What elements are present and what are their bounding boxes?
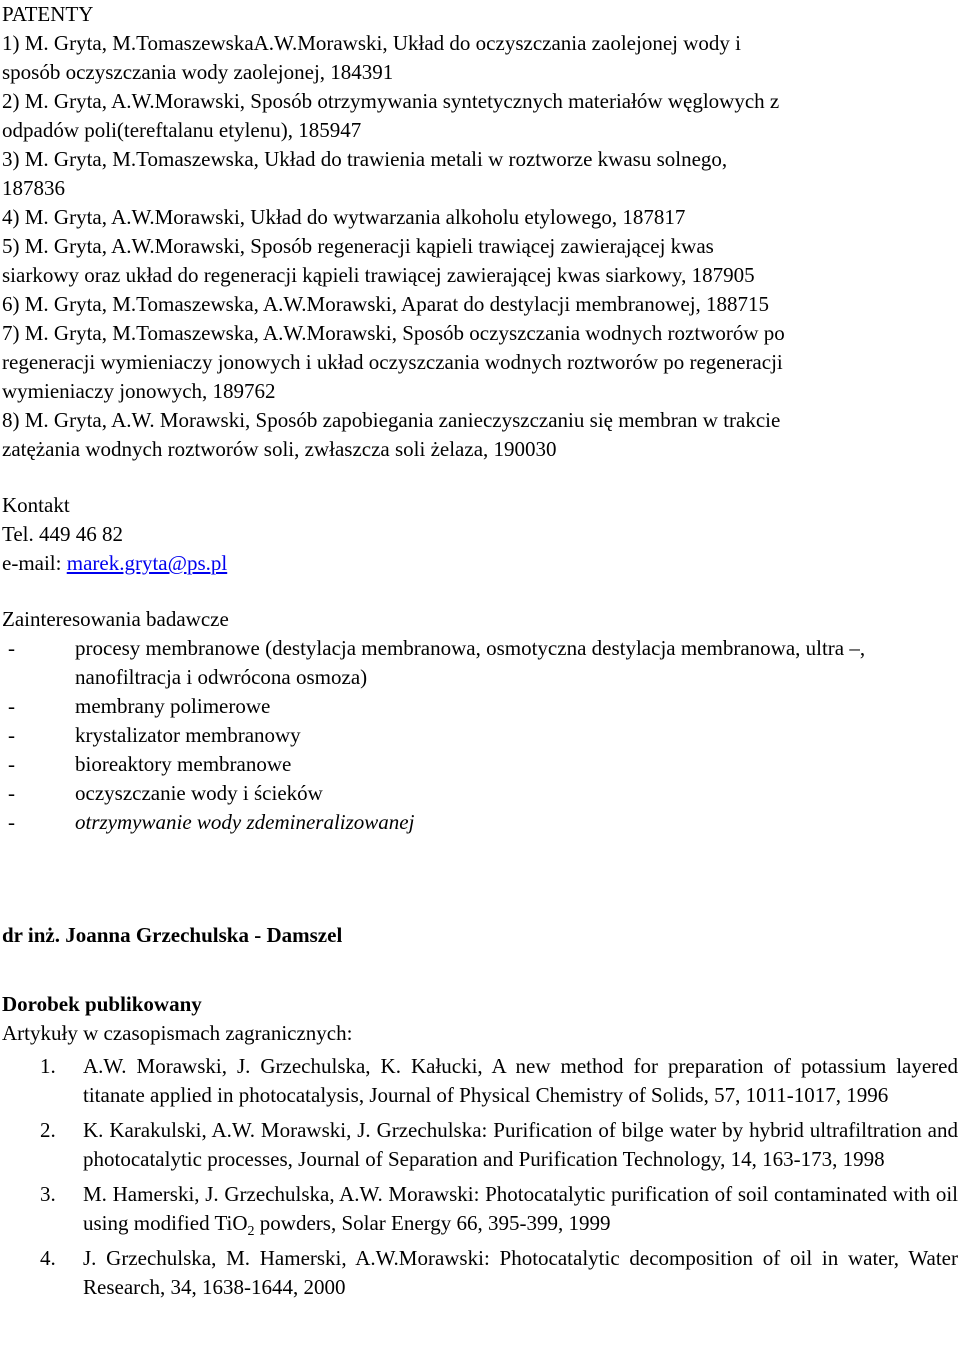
person-name: dr inż. Joanna Grzechulska - Damszel (2, 923, 343, 947)
publication-number: 2. (40, 1118, 56, 1142)
contact-section (2, 491, 960, 578)
publications-section (2, 990, 960, 1302)
publication-item (2, 1116, 960, 1174)
publication-number: 1. (40, 1054, 56, 1078)
interest-item (2, 634, 960, 692)
publication-item (2, 1052, 960, 1110)
patent-line: regeneracji wymieniaczy jonowych i układ oczyszczania wodnych roztworów po regeneracji (2, 350, 783, 374)
patent-line: 5) M. Gryta, A.W.Morawski, Sposób regeneracji kąpieli trawiącej zawierającej kwas (2, 234, 714, 258)
patent-line: wymieniaczy jonowych, 189762 (2, 379, 276, 403)
interest-item (2, 808, 960, 837)
interest-item (2, 692, 960, 721)
interest-text: bioreaktory membranowe (75, 752, 292, 776)
publications-subheading: Artykuły w czasopismach zagranicznych: (2, 1021, 353, 1045)
patent-line: 7) M. Gryta, M.Tomaszewska, A.W.Morawski, Sposób oczyszczania wodnych roztworów po (2, 321, 785, 345)
spacer (2, 950, 960, 990)
patent-line: 187836 (2, 176, 65, 200)
interests-section (2, 605, 960, 837)
publication-text (83, 1180, 960, 1238)
publication-text: A.W. Morawski, J. Grzechulska, K. Kałucki, A new method for preparation of potassium layered titanate applied in photocatalysis, Journal of Physical Chemistry of Solids, 57, 1011-1017, 1996 (83, 1054, 958, 1107)
publication-item (2, 1180, 960, 1238)
publication-text: J. Grzechulska, M. Hamerski, A.W.Morawski: Photocatalytic decomposition of oil in water, Water Research, 34, 1638-1644, 2000 (83, 1246, 958, 1299)
spacer (2, 464, 960, 491)
subscript: 2 (247, 1224, 255, 1240)
publication-number: 3. (40, 1182, 56, 1206)
patent-line: odpadów poli(tereftalanu etylenu), 185947 (2, 118, 362, 142)
patent-line: siarkowy oraz układ do regeneracji kąpieli trawiącej zawierającej kwas siarkowy, 187905 (2, 263, 755, 287)
interest-text: procesy membranowe (destylacja membranowa, osmotyczna destylacja membranowa, ultra –, nanofiltracja i odwrócona osmoza) (75, 636, 866, 689)
interest-text: otrzymywanie wody zdemineralizowanej (75, 810, 415, 834)
patent-line: 6) M. Gryta, M.Tomaszewska, A.W.Morawski, Aparat do destylacji membranowej, 188715 (2, 292, 770, 316)
patent-line: 2) M. Gryta, A.W.Morawski, Sposób otrzymywania syntetycznych materiałów węglowych z (2, 89, 780, 113)
spacer (2, 578, 960, 605)
publication-text-part: M. Hamerski, J. Grzechulska, A.W. Morawski: Photocatalytic purification of soil contaminated with oil using modified TiO (83, 1182, 958, 1235)
patent-line: 8) M. Gryta, A.W. Morawski, Sposób zapobiegania zanieczyszczaniu się membran w trakcie (2, 408, 781, 432)
dash-marker: - (8, 636, 15, 660)
dash-marker: - (8, 781, 15, 805)
contact-heading: Kontakt (2, 493, 70, 517)
contact-email-row (2, 549, 960, 578)
publication-number: 4. (40, 1246, 56, 1270)
patents-section (2, 0, 960, 464)
contact-phone: Tel. 449 46 82 (2, 522, 124, 546)
patents-heading: PATENTY (2, 2, 94, 26)
interest-item (2, 779, 960, 808)
dash-marker: - (8, 810, 15, 834)
patent-line: zatężania wodnych roztworów soli, zwłaszcza soli żelaza, 190030 (2, 437, 557, 461)
interest-text: krystalizator membranowy (75, 723, 301, 747)
interests-heading: Zainteresowania badawcze (2, 607, 229, 631)
patent-line: 3) M. Gryta, M.Tomaszewska, Układ do trawienia metali w roztworze kwasu solnego, (2, 147, 728, 171)
patent-line: 4) M. Gryta, A.W.Morawski, Układ do wytwarzania alkoholu etylowego, 187817 (2, 205, 686, 229)
patent-line: sposób oczyszczania wody zaolejonej, 184391 (2, 60, 394, 84)
publications-heading: Dorobek publikowany (2, 992, 202, 1016)
spacer (2, 837, 960, 921)
publication-text: K. Karakulski, A.W. Morawski, J. Grzechulska: Purification of bilge water by hybrid ultrafiltration and photocatalytic processes, Journal of Separation and Purification Technology, 14, 163-173, 1998 (83, 1118, 958, 1171)
publication-text-part: powders, Solar Energy 66, 395-399, 1999 (254, 1211, 611, 1235)
publication-item (2, 1244, 960, 1302)
interest-text: oczyszczanie wody i ścieków (75, 781, 323, 805)
dash-marker: - (8, 723, 15, 747)
dash-marker: - (8, 752, 15, 776)
interest-text: membrany polimerowe (75, 694, 271, 718)
email-link[interactable]: marek.gryta@ps.pl (66, 551, 228, 575)
email-label: e-mail: (2, 551, 67, 575)
patent-line: 1) M. Gryta, M.TomaszewskaA.W.Morawski, Układ do oczyszczania zaolejonej wody i (2, 31, 741, 55)
interest-item (2, 750, 960, 779)
interest-item (2, 721, 960, 750)
dash-marker: - (8, 694, 15, 718)
